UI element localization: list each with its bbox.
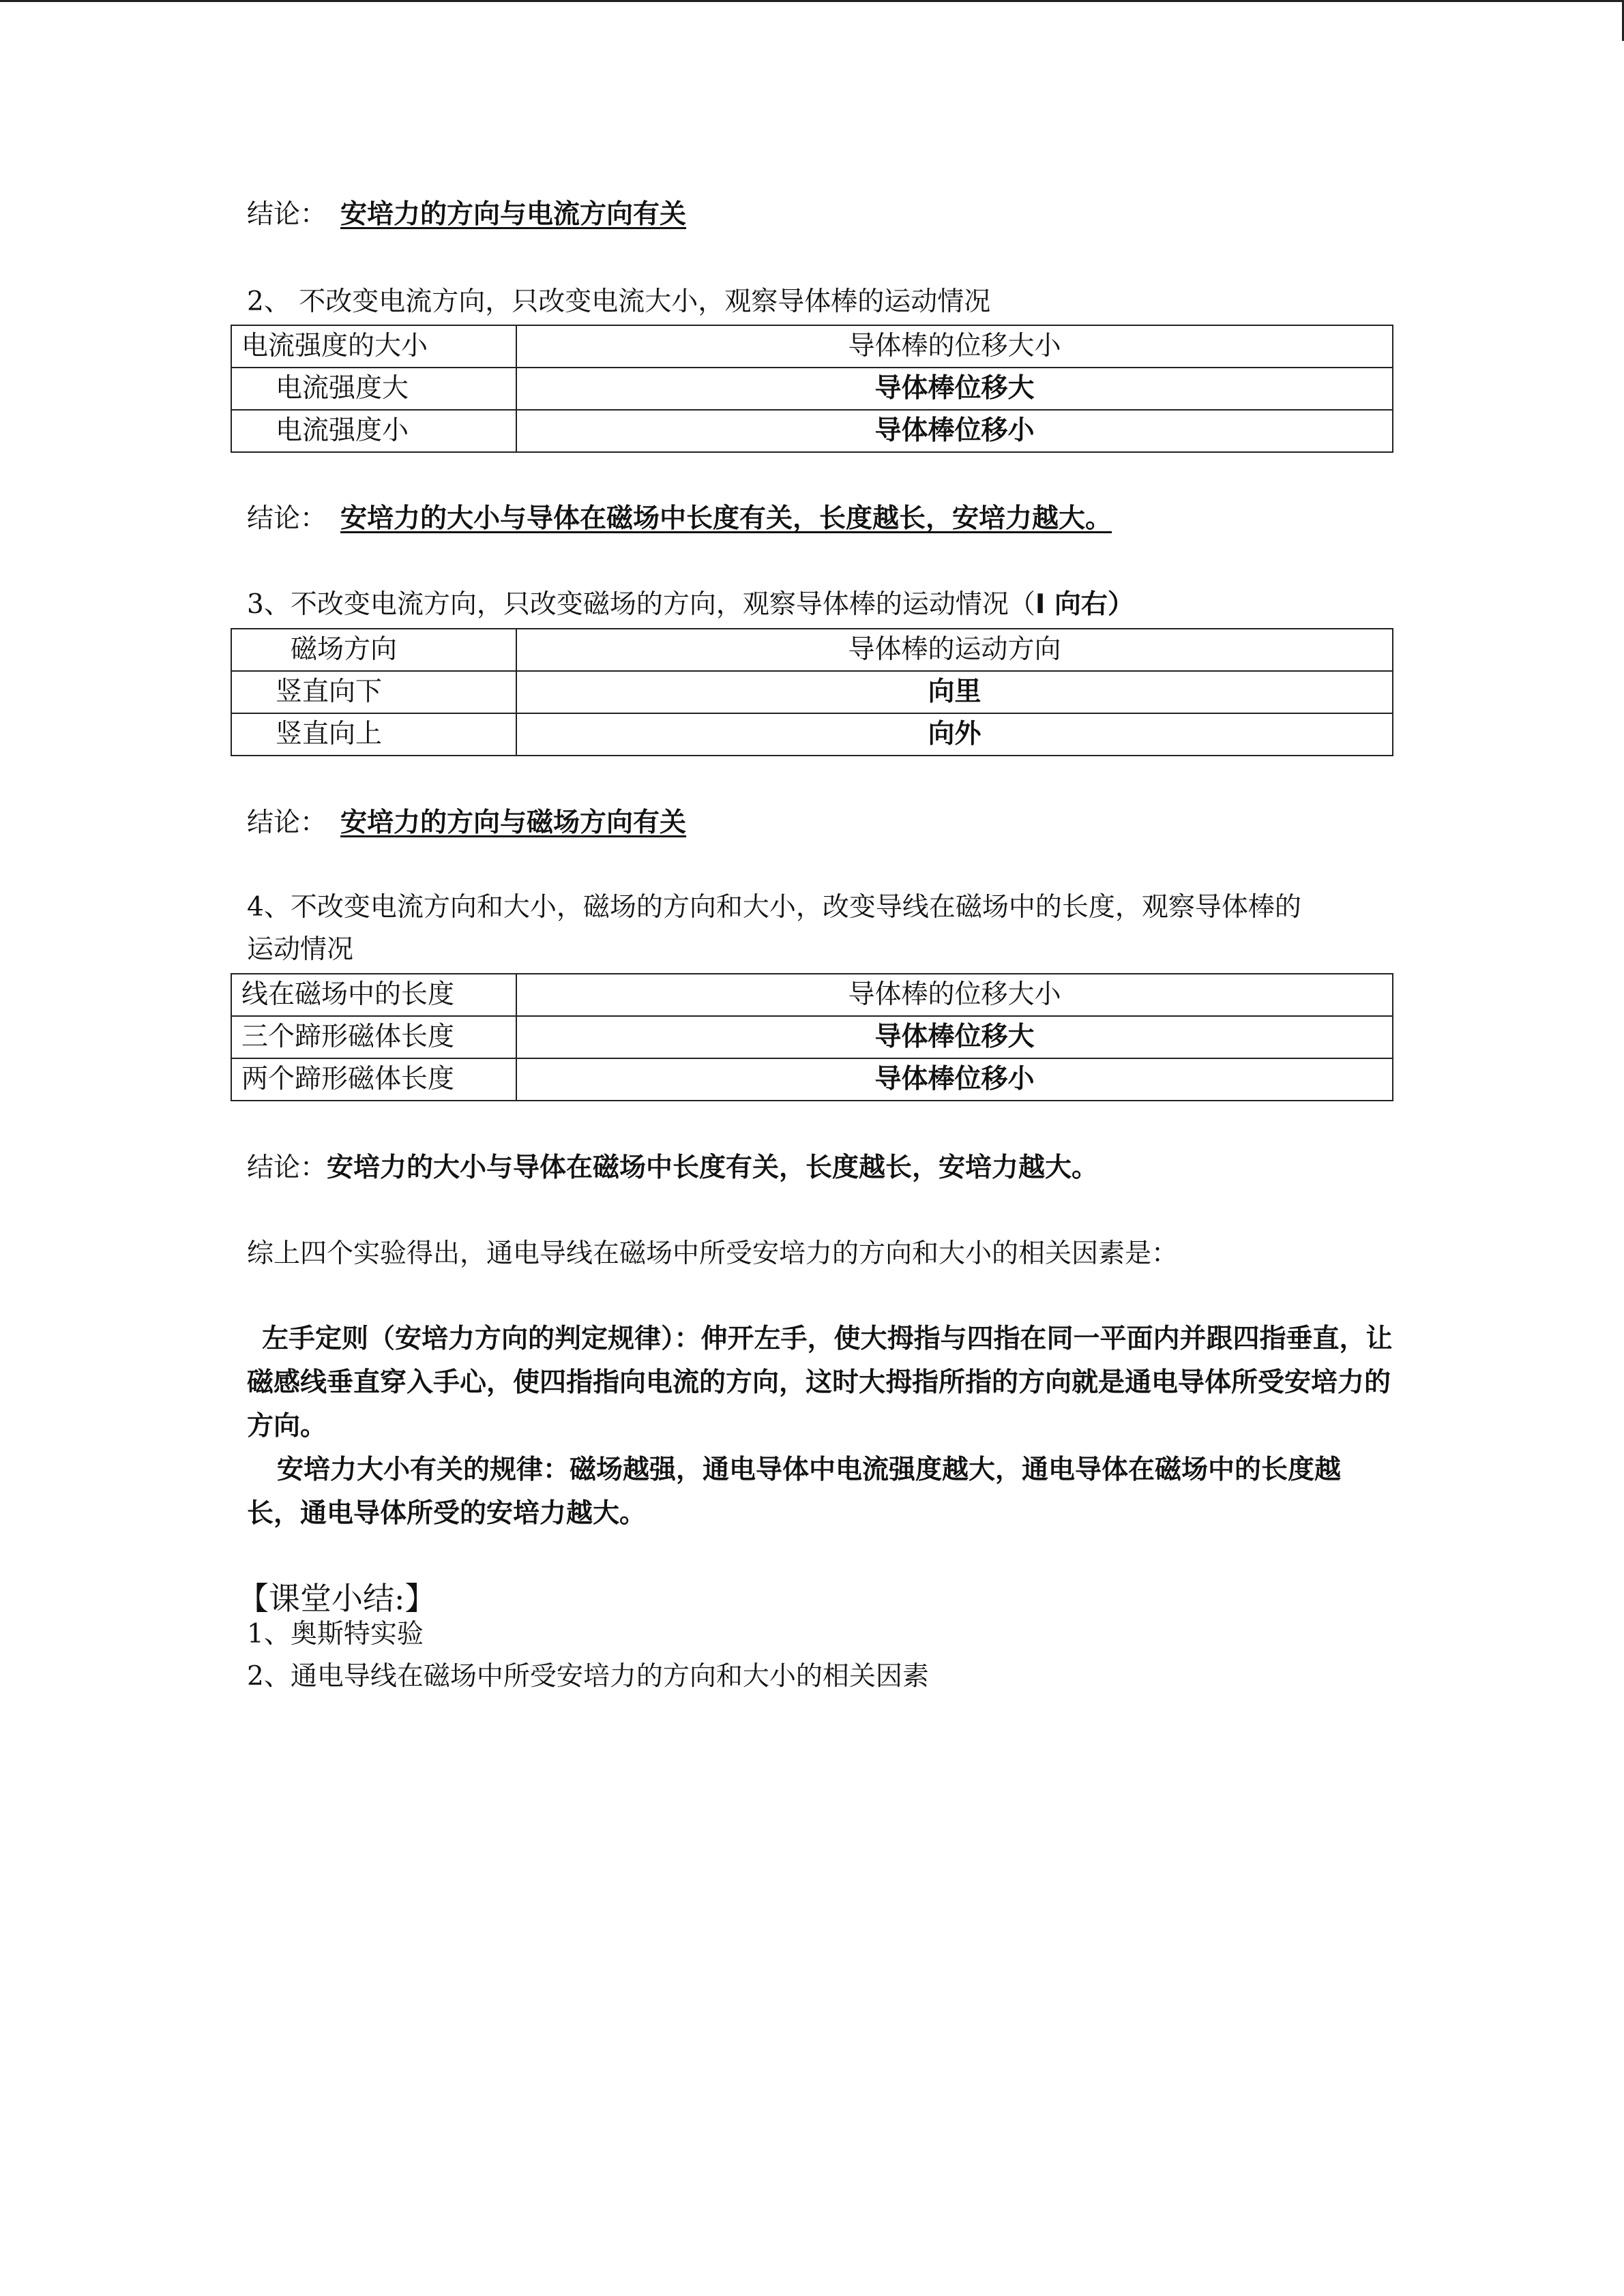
conclusion-3-text: 安培力的方向与磁场方向有关 <box>340 807 687 838</box>
exp3-header-col2: 导体棒的运动方向 <box>516 629 1393 671</box>
exp4-header-col2: 导体棒的位移大小 <box>516 974 1393 1016</box>
exp3-table <box>231 628 1393 756</box>
exp4-table <box>231 973 1393 1101</box>
conclusion-2-text: 安培力的大小与导体在磁场中长度有关，长度越长，安培力越大。 <box>340 503 1112 534</box>
exp3-row2-col2: 向外 <box>516 713 1393 756</box>
exp4-title-line2: 运动情况 <box>247 934 354 965</box>
exp3-row1-col2: 向里 <box>516 671 1393 713</box>
exp2-table <box>231 325 1393 453</box>
exp2-title: 2、 不改变电流方向，只改变电流大小，观察导体棒的运动情况 <box>247 286 991 317</box>
conclusion-2 <box>247 503 1112 535</box>
exp2-header-col2: 导体棒的位移大小 <box>516 325 1393 368</box>
table-row <box>231 671 1393 713</box>
exp3-title-text: 3、不改变电流方向，只改变磁场的方向，观察导体棒的运动情况（ <box>247 589 1035 620</box>
exp3-title <box>247 589 1134 621</box>
table-row <box>231 1058 1393 1101</box>
summary-intro: 综上四个实验得出，通电导线在磁场中所受安培力的方向和大小的相关因素是： <box>247 1238 1179 1269</box>
table-row <box>231 974 1393 1016</box>
exp4-header-col1: 线在磁场中的长度 <box>231 974 516 1016</box>
conclusion-label: 结论： <box>247 199 327 230</box>
exp2-row2-col2: 导体棒位移小 <box>516 410 1393 452</box>
exp2-row1-col2: 导体棒位移大 <box>516 368 1393 410</box>
table-row <box>231 368 1393 410</box>
conclusion-3 <box>247 807 686 839</box>
conclusion-1-text: 安培力的方向与电流方向有关 <box>340 199 687 230</box>
exp4-row2-col1: 两个蹄形磁体长度 <box>231 1058 516 1101</box>
conclusion-label: 结论： <box>247 807 327 838</box>
table-row <box>231 713 1393 756</box>
conclusion-label: 结论： <box>247 503 327 534</box>
exp2-header-col1: 电流强度的大小 <box>231 325 516 368</box>
table-row <box>231 410 1393 452</box>
class-summary-item-1: 1、奥斯特实验 <box>247 1619 424 1650</box>
class-summary-heading: 【课堂小结:】 <box>237 1580 437 1617</box>
exp3-row1-col1: 竖直向下 <box>231 671 516 713</box>
conclusion-label: 结论： <box>247 1152 327 1183</box>
conclusion-4 <box>247 1152 1098 1184</box>
class-summary-item-2: 2、通电导线在磁场中所受安培力的方向和大小的相关因素 <box>247 1661 929 1692</box>
left-hand-rule: 左手定则（安培力方向的判定规律）：伸开左手，使大拇指与四指在同一平面内并跟四指垂直，让磁感线垂直穿入手心，使四指指向电流的方向，这时大拇指所指的方向就是通电导体所受安培力的方向。 <box>247 1324 1393 1442</box>
exp2-row2-col1: 电流强度小 <box>231 410 516 452</box>
exp2-row1-col1: 电流强度大 <box>231 368 516 410</box>
exp4-row1-col2: 导体棒位移大 <box>516 1016 1393 1058</box>
magnitude-rule: 安培力大小有关的规律：磁场越强，通电导体中电流强度越大，通电导体在磁场中的长度越长，通电导体所受的安培力越大。 <box>247 1455 1342 1529</box>
table-row <box>231 629 1393 671</box>
conclusion-4-text: 安培力的大小与导体在磁场中长度有关，长度越长，安培力越大。 <box>327 1152 1099 1183</box>
conclusion-1 <box>247 199 686 231</box>
table-row <box>231 325 1393 368</box>
exp4-title-line1: 4、不改变电流方向和大小，磁场的方向和大小，改变导线在磁场中的长度，观察导体棒的 <box>247 892 1301 923</box>
exp4-row2-col2: 导体棒位移小 <box>516 1058 1393 1101</box>
exp3-row2-col1: 竖直向上 <box>231 713 516 756</box>
exp3-header-col1: 磁场方向 <box>231 629 516 671</box>
table-row <box>231 1016 1393 1058</box>
exp3-title-bold: I 向右） <box>1035 589 1134 620</box>
page-top-border <box>0 0 1624 2</box>
exp4-row1-col1: 三个蹄形磁体长度 <box>231 1016 516 1058</box>
